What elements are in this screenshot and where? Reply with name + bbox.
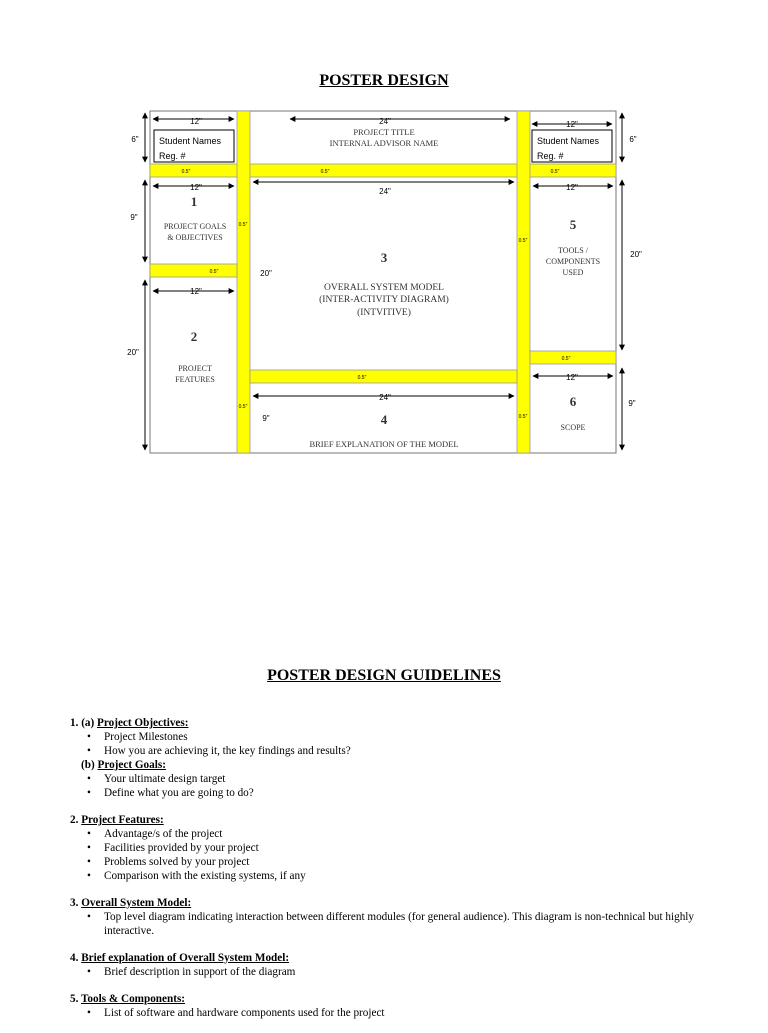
student-names-left: Student Names [159, 136, 222, 146]
guideline-section-1 [70, 716, 720, 800]
advisor-label: INTERNAL ADVISOR NAME [329, 138, 439, 148]
tools-label-2: COMPONENTS [545, 257, 601, 266]
model-label-1: OVERALL SYSTEM MODEL [324, 283, 444, 293]
guideline-section-5 [70, 992, 720, 1020]
section-number-1: 1 [190, 194, 198, 209]
list-item: • Define what you are going to do? [104, 786, 720, 800]
page-title: POSTER DESIGN [319, 72, 449, 89]
dim-label: 20" [127, 348, 139, 357]
list-item: • Top level diagram indicating interaction between different modules (for general audience). This diagram is non-technical but highly interactive. [104, 910, 720, 938]
band-right-middle [530, 351, 616, 364]
half-inch-label: 0.5" [320, 169, 330, 175]
guidelines-list [70, 716, 720, 1033]
list-item: • Advantage/s of the project [104, 827, 720, 841]
student-names-right: Student Names [537, 136, 600, 146]
scope-label: SCOPE [560, 423, 586, 432]
dim-label: 24" [379, 187, 391, 196]
band-top-horizontal [150, 164, 616, 177]
dim-label: 20" [260, 269, 272, 278]
section-heading: 4. Brief explanation of Overall System Model: [70, 952, 290, 964]
section-number-6: 6 [569, 394, 577, 409]
goals-label: PROJECT GOALS [163, 222, 227, 231]
section-number-4: 4 [380, 412, 388, 427]
dim-label: 24" [379, 117, 391, 126]
poster-layout-diagram [0, 0, 768, 470]
dim-label: 12" [190, 117, 202, 126]
dim-label: 20" [630, 250, 642, 259]
half-inch-label: 0.5" [357, 375, 367, 381]
dim-label: 12" [566, 183, 578, 192]
band-left-middle [150, 264, 237, 277]
guideline-section-4 [70, 951, 720, 979]
section-heading: 1. (a) Project Objectives: [70, 717, 189, 729]
half-inch-label: 0.5" [238, 222, 248, 228]
half-inch-label: 0.5" [238, 404, 248, 410]
features-label-2: FEATURES [175, 375, 215, 384]
half-inch-label: 0.5" [518, 414, 528, 420]
section-heading: 2. Project Features: [70, 814, 164, 826]
section-number-2: 2 [190, 329, 198, 344]
list-item: • List of software and hardware components used for the project [104, 1006, 720, 1020]
list-item: • Project Milestones [104, 730, 720, 744]
reg-right: Reg. # [537, 151, 564, 161]
list-item: • Your ultimate design target [104, 772, 720, 786]
dim-label: 12" [566, 120, 578, 129]
dim-label: 9" [262, 414, 270, 423]
objectives-label: & OBJECTIVES [167, 233, 223, 242]
half-inch-label: 0.5" [209, 269, 219, 275]
half-inch-label: 0.5" [550, 169, 560, 175]
half-inch-label: 0.5" [518, 238, 528, 244]
list-item: • Brief description in support of the diagram [104, 965, 720, 979]
list-item: • Comparison with the existing systems, if any [104, 869, 720, 883]
guideline-section-3 [70, 896, 720, 938]
band-right-vertical [517, 111, 530, 453]
guideline-section-2 [70, 813, 720, 883]
guidelines-title: POSTER DESIGN GUIDELINES [267, 667, 501, 684]
brief-label: BRIEF EXPLANATION OF THE MODEL [309, 439, 459, 449]
dim-label: 9" [130, 213, 138, 222]
dim-label: 9" [628, 399, 636, 408]
dim-label: 12" [566, 373, 578, 382]
section-number-5: 5 [569, 217, 577, 232]
model-label-2: (INTER-ACTIVITY DIAGRAM) [319, 295, 449, 305]
dim-label: 24" [379, 393, 391, 402]
band-center-lower [250, 370, 517, 383]
band-left-vertical [237, 111, 250, 453]
features-label-1: PROJECT [178, 364, 212, 373]
tools-label-3: USED [562, 268, 584, 277]
dim-label: 6" [131, 135, 139, 144]
dim-label: 6" [629, 135, 637, 144]
half-inch-label: 0.5" [181, 169, 191, 175]
tools-label-1: TOOLS / [558, 246, 588, 255]
section-number-3: 3 [380, 250, 388, 265]
section-heading: 3. Overall System Model: [70, 897, 192, 909]
project-title-label: PROJECT TITLE [353, 127, 415, 137]
half-inch-label: 0.5" [561, 356, 571, 362]
section-subheading: (b) Project Goals: [81, 759, 166, 771]
dim-label: 12" [190, 287, 202, 296]
list-item: • Facilities provided by your project [104, 841, 720, 855]
section-heading: 5. Tools & Components: [70, 993, 186, 1005]
dim-label: 12" [190, 183, 202, 192]
list-item: • How you are achieving it, the key findings and results? [104, 744, 720, 758]
model-label-3: (INTVITIVE) [357, 308, 411, 318]
list-item: • Problems solved by your project [104, 855, 720, 869]
reg-left: Reg. # [159, 151, 186, 161]
